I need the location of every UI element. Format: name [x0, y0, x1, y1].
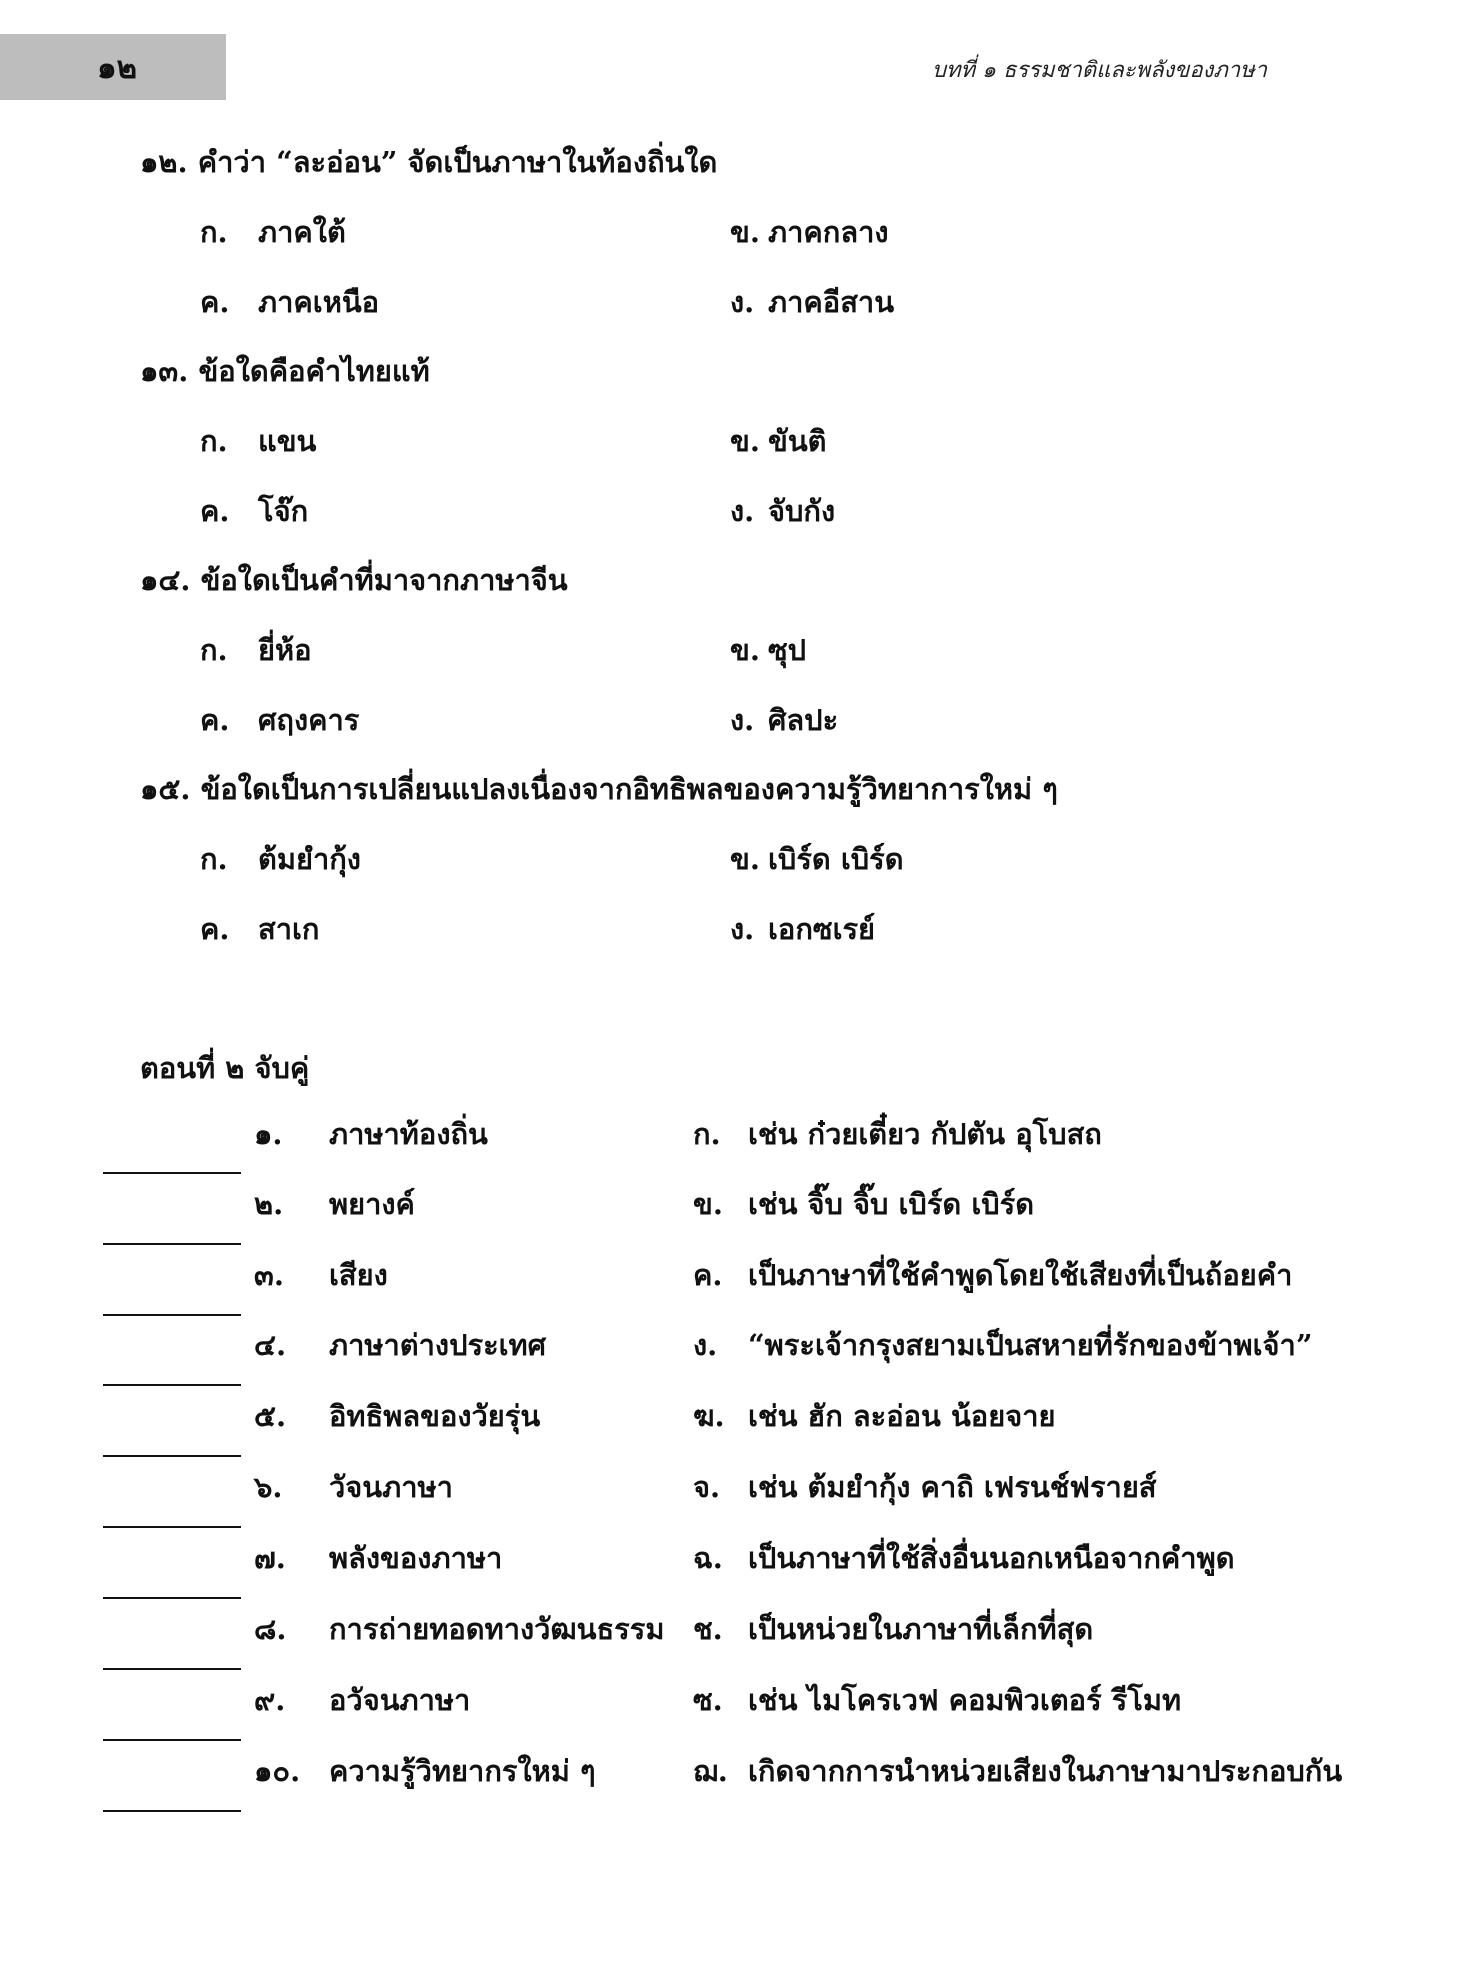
answer-blank[interactable]: [103, 1668, 241, 1670]
option-a: ก. ยี่ห้อ: [200, 633, 312, 667]
question-text: ข้อใดคือคำไทยแท้: [198, 354, 430, 388]
question-number: ๑๔.: [140, 563, 191, 597]
choice-letter: ฆ.: [693, 1399, 725, 1433]
item-term: พยางค์: [329, 1187, 415, 1221]
choice-description: เช่น ต้มยำกุ้ง คาถิ เฟรนช์ฟรายส์: [748, 1470, 1157, 1504]
option-a: ก. แขน: [200, 424, 317, 458]
question-text: ข้อใดเป็นคำที่มาจากภาษาจีน: [200, 563, 568, 597]
answer-blank[interactable]: [103, 1739, 241, 1741]
option-b: ข. ขันติ: [730, 424, 827, 458]
match-row: [0, 1754, 1457, 1827]
match-row: [0, 1683, 1457, 1756]
item-term: การถ่ายทอดทางวัฒนธรรม: [329, 1612, 665, 1646]
item-term: อิทธิพลของวัยรุ่น: [329, 1399, 541, 1433]
item-term: ภาษาต่างประเทศ: [329, 1328, 547, 1362]
choice-description: เช่น ก๋วยเตี๋ยว กัปตัน อุโบสถ: [748, 1117, 1102, 1151]
choice-description: เช่น จิ๊บ จิ๊บ เบิร์ด เบิร์ด: [748, 1187, 1035, 1221]
choice-description: เป็นภาษาที่ใช้สิ่งอื่นนอกเหนือจากคำพูด: [748, 1541, 1235, 1575]
choice-letter: ก.: [693, 1117, 721, 1151]
match-row: [0, 1612, 1457, 1685]
item-number: ๖.: [254, 1470, 283, 1504]
page-number: ๑๒: [96, 50, 138, 86]
match-row: [0, 1328, 1457, 1401]
choice-letter: ฌ.: [693, 1754, 728, 1788]
match-row: [0, 1258, 1457, 1331]
answer-blank[interactable]: [103, 1597, 241, 1599]
choice-letter: ซ.: [693, 1683, 723, 1717]
option-c: ค. ภาคเหนือ: [200, 285, 380, 319]
page-number-tab: [0, 34, 226, 100]
answer-blank[interactable]: [103, 1810, 241, 1812]
option-d: ง. จับกัง: [730, 494, 836, 528]
question-stem: [140, 354, 430, 388]
answer-blank[interactable]: [103, 1384, 241, 1386]
question-stem: [140, 563, 568, 597]
item-term: ความรู้วิทยากรใหม่ ๆ: [329, 1754, 596, 1788]
question-stem: [140, 772, 1058, 806]
answer-blank[interactable]: [103, 1314, 241, 1316]
choice-description: เป็นหน่วยในภาษาที่เล็กที่สุด: [748, 1612, 1094, 1646]
option-b: ข. ภาคกลาง: [730, 215, 889, 249]
answer-blank[interactable]: [103, 1526, 241, 1528]
match-row: [0, 1399, 1457, 1472]
item-number: ๔.: [254, 1328, 287, 1362]
item-term: อวัจนภาษา: [329, 1683, 471, 1717]
choice-letter: ข.: [693, 1187, 723, 1221]
item-number: ๘.: [254, 1612, 287, 1646]
choice-letter: ค.: [693, 1258, 723, 1292]
item-number: ๕.: [254, 1399, 287, 1433]
answer-blank[interactable]: [103, 1455, 241, 1457]
option-d: ง. ภาคอีสาน: [730, 285, 895, 319]
choice-description: “พระเจ้ากรุงสยามเป็นสหายที่รักของข้าพเจ้า”: [748, 1328, 1313, 1362]
match-row: [0, 1470, 1457, 1543]
question-text: คำว่า “ละอ่อน” จัดเป็นภาษาในท้องถิ่นใด: [197, 145, 718, 179]
running-header: บทที่ ๑ ธรรมชาติและพลังของภาษา: [932, 58, 1267, 83]
question-stem: [140, 145, 718, 179]
option-c: ค. ศฤงคาร: [200, 703, 360, 737]
item-number: ๗.: [254, 1541, 286, 1575]
item-term: วัจนภาษา: [329, 1470, 453, 1504]
choice-description: เกิดจากการนำหน่วยเสียงในภาษามาประกอบกัน: [748, 1754, 1343, 1788]
match-row: [0, 1117, 1457, 1190]
option-d: ง. ศิลปะ: [730, 703, 839, 737]
option-b: ข. เบิร์ด เบิร์ด: [730, 842, 904, 876]
item-term: พลังของภาษา: [329, 1541, 503, 1575]
item-number: ๙.: [254, 1683, 286, 1717]
choice-description: เช่น ฮัก ละอ่อน น้อยจาย: [748, 1399, 1056, 1433]
match-row: [0, 1187, 1457, 1260]
item-term: ภาษาท้องถิ่น: [329, 1117, 488, 1151]
option-b: ข. ซุป: [730, 633, 807, 667]
item-term: เสียง: [329, 1258, 388, 1292]
answer-blank[interactable]: [103, 1172, 241, 1174]
option-c: ค. โจ๊ก: [200, 494, 309, 528]
option-c: ค. สาเก: [200, 912, 320, 946]
item-number: ๓.: [254, 1258, 284, 1292]
answer-blank[interactable]: [103, 1243, 241, 1245]
section-title: ตอนที่ ๒ จับคู่: [140, 1051, 310, 1085]
option-a: ก. ต้มยำกุ้ง: [200, 842, 361, 876]
question-number: ๑๒.: [140, 145, 188, 179]
choice-letter: ช.: [693, 1612, 723, 1646]
choice-letter: จ.: [693, 1470, 721, 1504]
question-number: ๑๓.: [140, 354, 189, 388]
choice-description: เป็นภาษาที่ใช้คำพูดโดยใช้เสียงที่เป็นถ้อยคำ: [748, 1258, 1293, 1292]
choice-description: เช่น ไมโครเวฟ คอมพิวเตอร์ รีโมท: [748, 1683, 1182, 1717]
choice-letter: ง.: [693, 1328, 718, 1362]
option-d: ง. เอกซเรย์: [730, 912, 876, 946]
item-number: ๑.: [254, 1117, 283, 1151]
question-number: ๑๕.: [140, 772, 191, 806]
item-number: ๑๐.: [254, 1754, 301, 1788]
question-text: ข้อใดเป็นการเปลี่ยนแปลงเนื่องจากอิทธิพลของความรู้วิทยาการใหม่ ๆ: [200, 772, 1058, 806]
option-a: ก. ภาคใต้: [200, 215, 346, 249]
match-row: [0, 1541, 1457, 1614]
item-number: ๒.: [254, 1187, 284, 1221]
choice-letter: ฉ.: [693, 1541, 723, 1575]
